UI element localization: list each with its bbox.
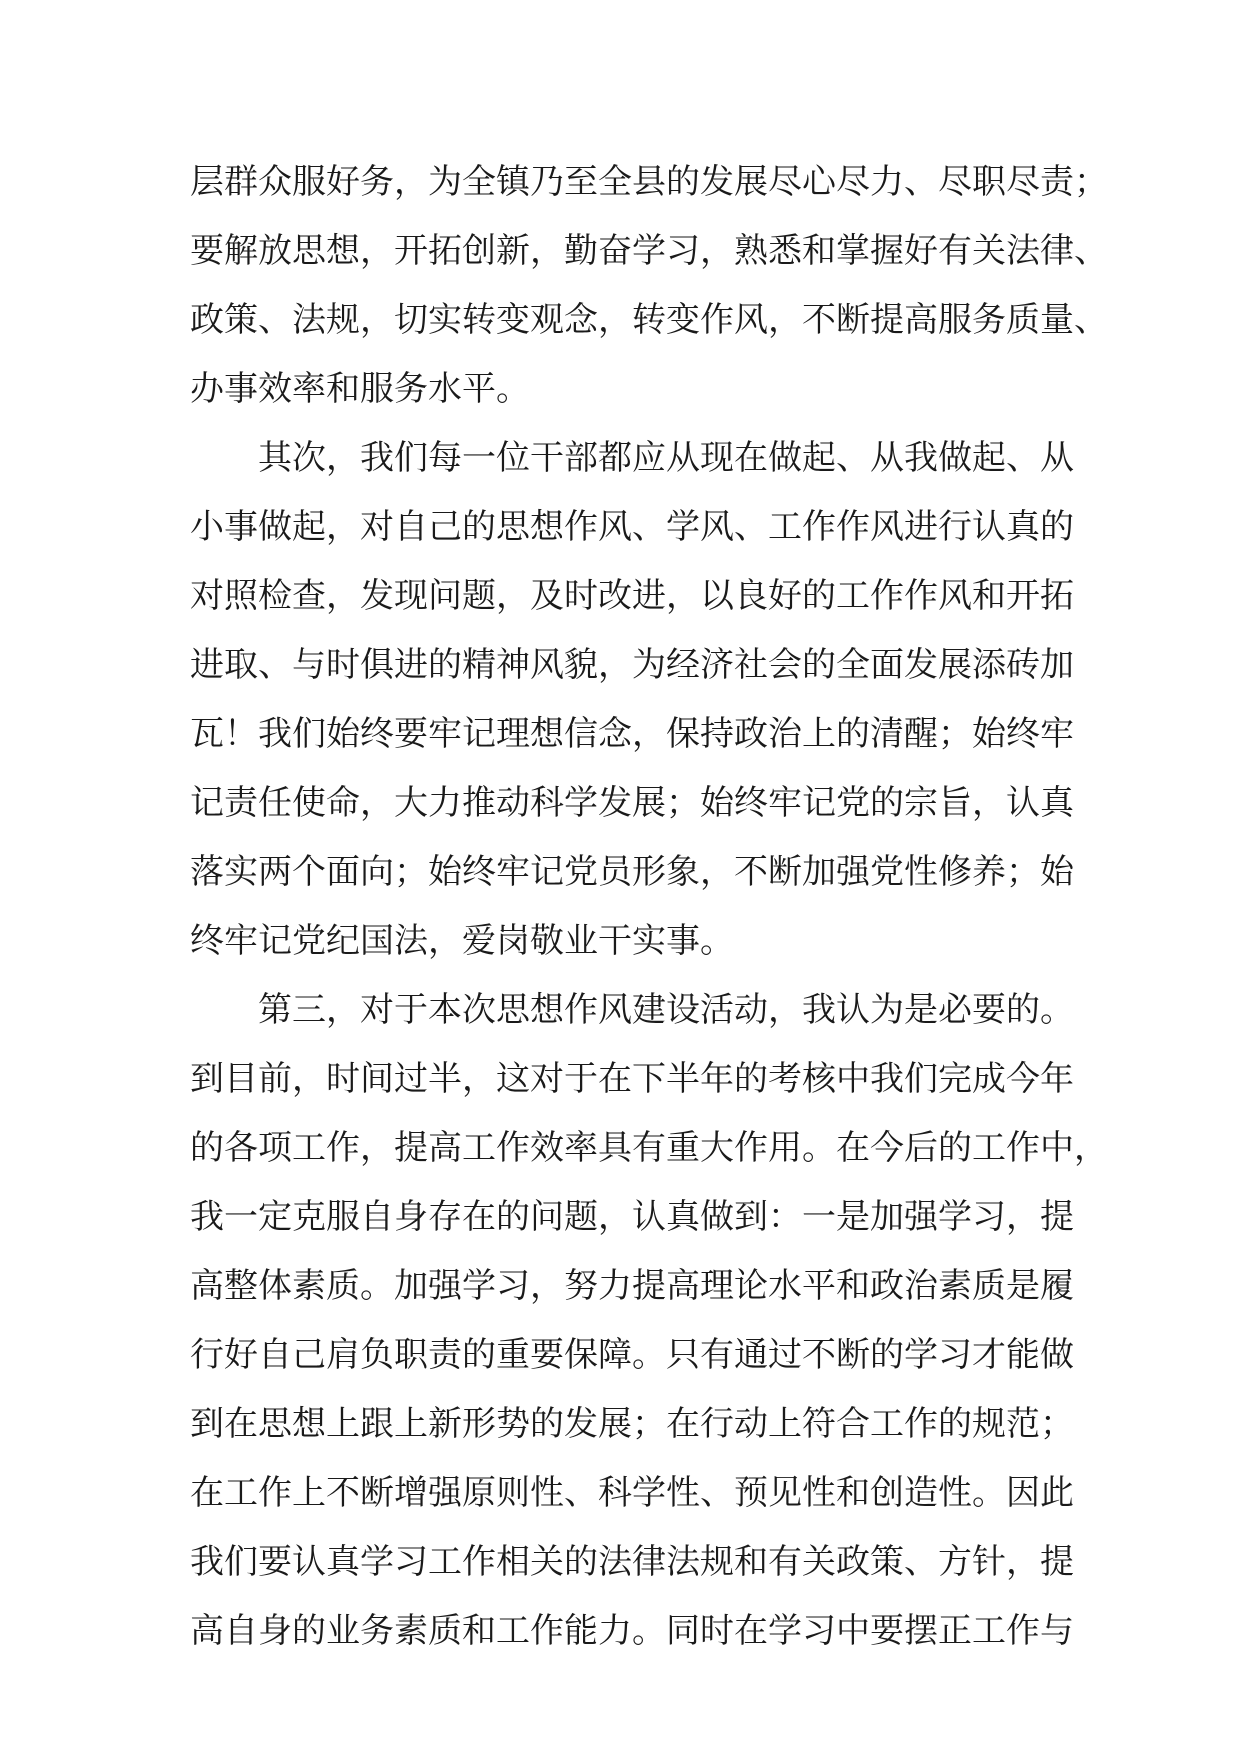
text-line: 行好自己肩负职责的重要保障。只有通过不断的学习才能做: [190, 1335, 1074, 1375]
body-text: [190, 148, 1108, 1666]
text-line: 终牢记党纪国法，爱岗敬业干实事。: [190, 921, 734, 961]
text-line: 其次，我们每一位干部都应从现在做起、从我做起、从: [258, 438, 1074, 478]
text-line: 对照检查，发现问题，及时改进，以良好的工作作风和开拓: [190, 576, 1074, 616]
text-line: 政策、法规，切实转变观念，转变作风，不断提高服务质量、: [190, 300, 1108, 340]
paragraph-3: [190, 976, 1108, 1666]
paragraph-1: [190, 148, 1108, 424]
text-line: 的各项工作，提高工作效率具有重大作用。在今后的工作中，: [190, 1128, 1108, 1168]
text-line: 我们要认真学习工作相关的法律法规和有关政策、方针，提: [190, 1542, 1074, 1582]
text-line: 小事做起，对自己的思想作风、学风、工作作风进行认真的: [190, 507, 1074, 547]
paragraph-2: [190, 424, 1074, 976]
text-line: 记责任使命，大力推动科学发展；始终牢记党的宗旨，认真: [190, 783, 1074, 823]
text-line: 落实两个面向；始终牢记党员形象，不断加强党性修养；始: [190, 852, 1074, 892]
text-line: 瓦！我们始终要牢记理想信念，保持政治上的清醒；始终牢: [190, 714, 1074, 754]
text-line: 到在思想上跟上新形势的发展；在行动上符合工作的规范；: [190, 1404, 1074, 1444]
text-line: 高整体素质。加强学习，努力提高理论水平和政治素质是履: [190, 1266, 1074, 1306]
text-line: 办事效率和服务水平。: [190, 369, 530, 409]
text-line: 我一定克服自身存在的问题，认真做到：一是加强学习，提: [190, 1197, 1074, 1237]
text-line: 第三，对于本次思想作风建设活动，我认为是必要的。: [258, 990, 1074, 1030]
text-line: 要解放思想，开拓创新，勤奋学习，熟悉和掌握好有关法律、: [190, 231, 1108, 271]
text-line: 层群众服好务，为全镇乃至全县的发展尽心尽力、尽职尽责；: [190, 162, 1108, 202]
text-line: 在工作上不断增强原则性、科学性、预见性和创造性。因此: [190, 1473, 1074, 1513]
text-line: 到目前，时间过半，这对于在下半年的考核中我们完成今年: [190, 1059, 1074, 1099]
text-line: 高自身的业务素质和工作能力。同时在学习中要摆正工作与: [190, 1611, 1074, 1651]
text-line: 进取、与时俱进的精神风貌，为经济社会的全面发展添砖加: [190, 645, 1074, 685]
